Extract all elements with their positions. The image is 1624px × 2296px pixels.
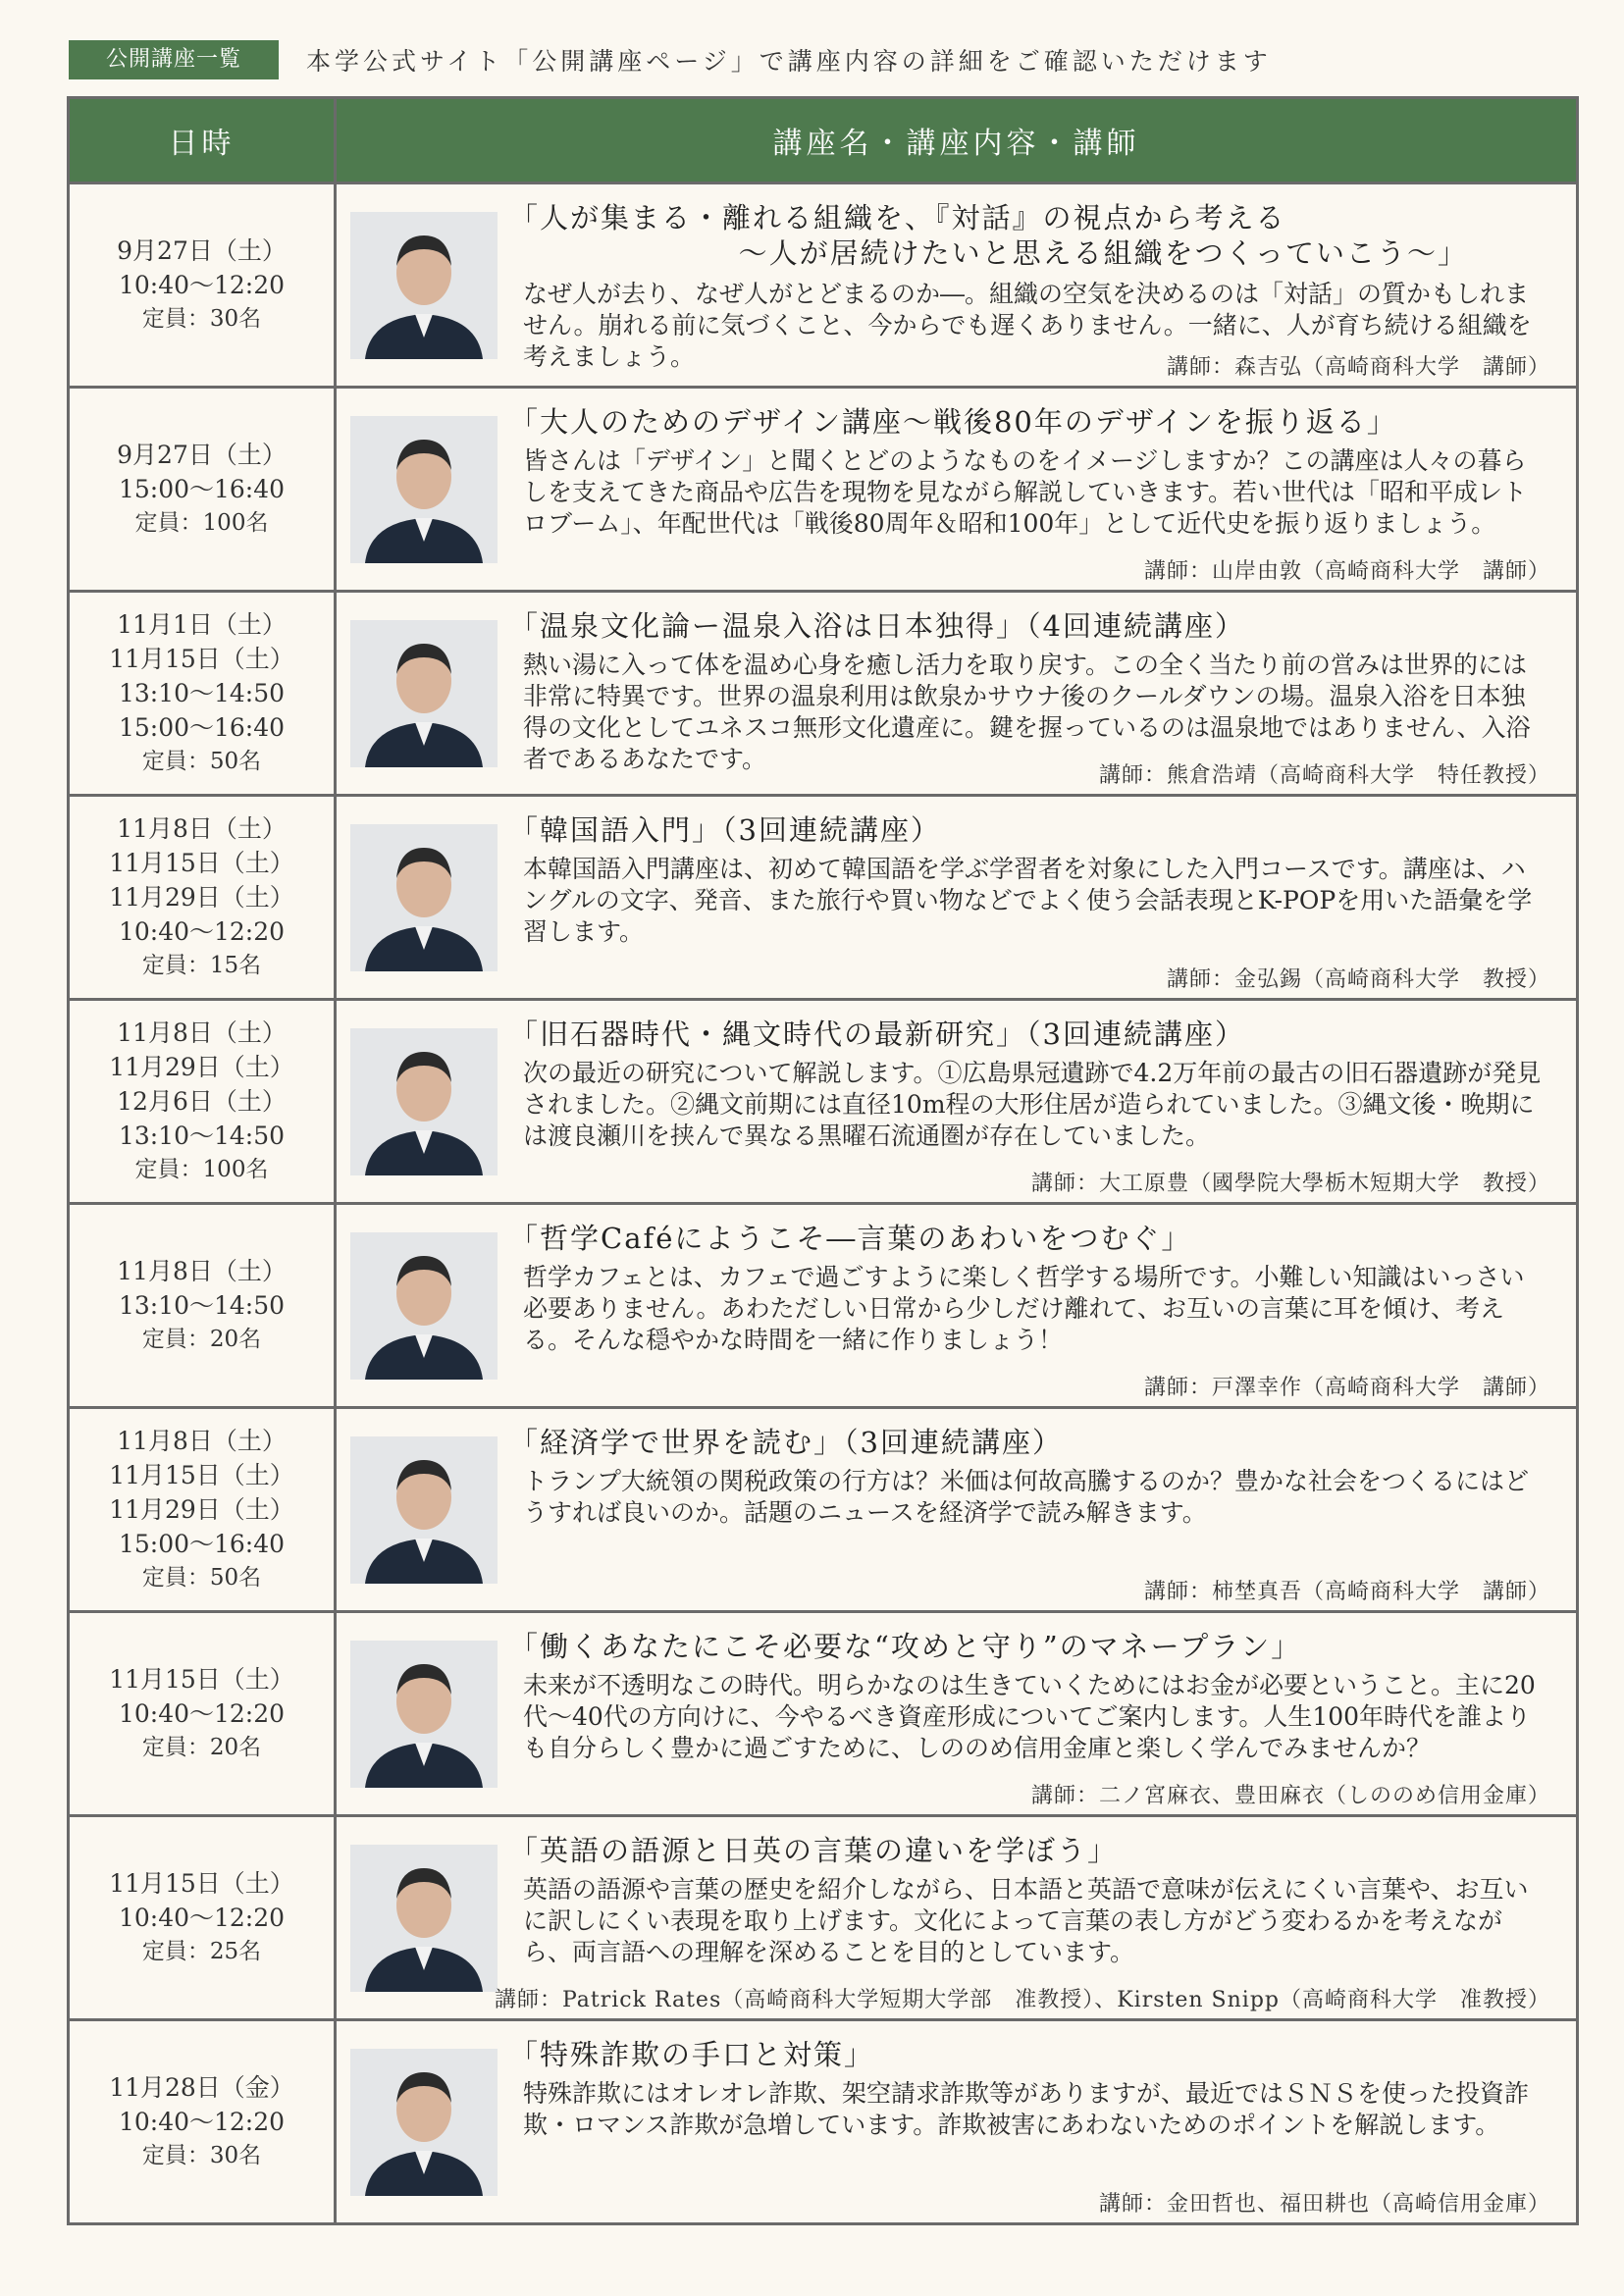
lecturer-name: 講師：山岸由敦（高崎商科大学 講師） — [1143, 558, 1550, 584]
person-icon — [350, 620, 498, 767]
course-cell — [336, 1204, 1578, 1408]
lecturer-name: 講師：金田哲也、福田耕也（高崎信用金庫） — [1098, 2191, 1550, 2217]
course-description: 哲学カフェとは、カフェで過ごすように楽しく哲学する場所です。小難しい知識はいっさい必要ありません。あわただしい日常から少しだけ離れて、お互いの言葉に耳を傾け、考える。そんな穏やかな時間を一緒に作りましょう！ — [523, 1262, 1525, 1354]
date-line: 10:40〜12:20 — [118, 917, 286, 946]
capacity: 定員：50名 — [141, 1565, 262, 1591]
lecture-rows — [69, 183, 1578, 2224]
course-title — [509, 1833, 1556, 1868]
course-cell — [336, 388, 1578, 592]
course-title-text: 「旧石器時代・縄文時代の最新研究」（3回連続講座） — [509, 1017, 1245, 1051]
lecturer-photo — [350, 824, 498, 971]
lecture-row — [69, 1612, 1578, 1816]
date-line: 13:10〜14:50 — [118, 679, 286, 707]
lecture-row — [69, 1816, 1578, 2020]
course-title — [509, 1221, 1556, 1256]
date-line: 13:10〜14:50 — [118, 1122, 286, 1150]
date-line: 11月15日（土） — [109, 849, 294, 877]
course-title-text: 「経済学で世界を読む」（3回連続講座） — [509, 1425, 1063, 1459]
capacity: 定員：30名 — [141, 2143, 262, 2168]
date-block — [70, 234, 334, 337]
column-header-date: 日時 — [69, 98, 336, 183]
lecture-row — [69, 388, 1578, 592]
course-title — [509, 1017, 1556, 1052]
course-cell — [336, 592, 1578, 796]
course-title-text: 「哲学Caféにようこそ―言葉のあわいをつむぐ」 — [509, 1221, 1192, 1255]
person-icon — [350, 1641, 498, 1788]
lecture-row — [69, 1204, 1578, 1408]
date-block — [70, 1662, 334, 1765]
date-cell — [69, 183, 336, 388]
lecturer-name: 講師：二ノ宮麻衣、豊田麻衣（しののめ信用金庫） — [1030, 1783, 1550, 1808]
course-title-text: 「英語の語源と日英の言葉の違いを学ぼう」 — [509, 1833, 1119, 1867]
date-line: 15:00〜16:40 — [118, 713, 286, 742]
course-description: トランプ大統領の関税政策の行方は？米価は何故高騰するのか？豊かな社会をつくるにはどうすれば良いのか。話題のニュースを経済学で読み解きます。 — [523, 1466, 1530, 1527]
date-cell — [69, 1000, 336, 1204]
course-description: 皆さんは「デザイン」と聞くとどのようなものをイメージしますか？この講座は人々の暮らしを支えてきた商品や広告を現物を見ながら解説していきます。若い世代は「昭和平成レトロブーム」、年配世代は「戦後80周年＆昭和100年」として近代史を振り返りましょう。 — [523, 445, 1528, 538]
date-cell — [69, 2020, 336, 2224]
date-block — [70, 811, 334, 983]
lecturer-name: 講師：大工原豊（國學院大學栃木短期大学 教授） — [1030, 1171, 1550, 1196]
course-description: 本韓国語入門講座は、初めて韓国語を学ぶ学習者を対象にした入門コースです。講座は、ハングルの文字、発音、また旅行や買い物などでよく使う会話表現とK-POPを用いた語彙を学習します。 — [523, 854, 1533, 946]
course-cell — [336, 1612, 1578, 1816]
date-line: 11月15日（土） — [109, 1665, 294, 1694]
course-title — [509, 812, 1556, 848]
lecturer-photo — [350, 1845, 498, 1992]
lecturer-photo — [350, 1641, 498, 1788]
date-block — [70, 2070, 334, 2173]
date-line: 11月29日（土） — [109, 1495, 294, 1524]
date-cell — [69, 388, 336, 592]
site-note: 本学公式サイト「公開講座ページ」で講座内容の詳細をご確認いただけます — [306, 47, 1272, 76]
course-description: 英語の語源や言葉の歴史を紹介しながら、日本語と英語で意味が伝えにくい言葉や、お互いに訳しにくい表現を取り上げます。文化によって言葉の表し方がどう変わるかを考えながら、両言語への理解を深めることを目的としています。 — [523, 1874, 1529, 1966]
date-cell — [69, 796, 336, 1000]
column-header-course: 講座名・講座内容・講師 — [336, 98, 1578, 183]
course-cell — [336, 2020, 1578, 2224]
person-icon — [350, 824, 498, 971]
capacity: 定員：15名 — [141, 953, 262, 978]
date-line: 15:00〜16:40 — [118, 1530, 286, 1558]
lecture-row — [69, 1000, 1578, 1204]
capacity: 定員：30名 — [141, 306, 262, 332]
date-line: 11月8日（土） — [117, 1427, 287, 1455]
date-cell — [69, 1816, 336, 2020]
lecturer-name: 講師：戸澤幸作（高崎商科大学 講師） — [1143, 1375, 1550, 1400]
capacity: 定員：25名 — [141, 1939, 262, 1964]
course-cell — [336, 1816, 1578, 2020]
date-line: 15:00〜16:40 — [118, 475, 286, 503]
lecturer-name: 講師：柿埜真吾（高崎商科大学 講師） — [1143, 1579, 1550, 1604]
date-line: 11月29日（土） — [109, 883, 294, 912]
course-title-text: 「大人のためのデザイン講座〜戦後80年のデザインを振り返る」 — [509, 404, 1397, 439]
person-icon — [350, 1232, 498, 1380]
course-title-text: 「働くあなたにこそ必要な“攻めと守り”のマネープラン」 — [509, 1629, 1302, 1663]
course-description: 未来が不透明なこの時代。明らかなのは生きていくためにはお金が必要ということ。主に20代〜40代の方向けに、今やるべき資産形成についてご案内します。人生100年時代を誰よりも自分らしく豊かに過ごすために、しののめ信用金庫と楽しく学んでみませんか？ — [523, 1670, 1536, 1762]
date-line: 11月28日（金） — [109, 2073, 294, 2102]
date-line: 11月15日（土） — [109, 645, 294, 673]
course-cell — [336, 183, 1578, 388]
course-subtitle: 〜人が居続けたいと思える組織をつくっていこう〜」 — [738, 235, 1468, 270]
person-icon — [350, 1436, 498, 1584]
lecturer-name: 講師：Patrick Rates（高崎商科大学短期大学部 准教授）、Kirsten Snipp（高崎商科大学 准教授） — [494, 1987, 1550, 2012]
lecturer-name: 講師：森吉弘（高崎商科大学 講師） — [1166, 354, 1550, 380]
date-line: 11月8日（土） — [117, 1018, 287, 1047]
person-icon — [350, 212, 498, 359]
course-title-text: 「特殊詐欺の手口と対策」 — [509, 2037, 875, 2071]
capacity: 定員：100名 — [134, 1157, 269, 1182]
course-title-text: 「人が集まる・離れる組織を、『対話』の視点から考える — [509, 200, 1286, 235]
lecture-table — [67, 96, 1579, 2225]
date-block — [70, 438, 334, 541]
date-line: 13:10〜14:50 — [118, 1291, 286, 1320]
course-title — [509, 2037, 1556, 2072]
capacity: 定員：50名 — [141, 749, 262, 774]
date-block — [70, 1254, 334, 1357]
person-icon — [350, 416, 498, 563]
course-cell — [336, 1000, 1578, 1204]
date-cell — [69, 1612, 336, 1816]
lecturer-photo — [350, 416, 498, 563]
person-icon — [350, 2049, 498, 2196]
date-line: 9月27日（土） — [117, 236, 287, 265]
lecturer-name: 講師：熊倉浩靖（高崎商科大学 特任教授） — [1098, 762, 1550, 788]
lecturer-photo — [350, 620, 498, 767]
lecturer-photo — [350, 1436, 498, 1584]
capacity: 定員：20名 — [141, 1735, 262, 1760]
course-title — [509, 608, 1556, 644]
course-title-text: 「韓国語入門」（3回連続講座） — [509, 812, 941, 847]
date-line: 11月1日（土） — [117, 610, 287, 639]
course-description: 熱い湯に入って体を温め心身を癒し活力を取り戻す。この全く当たり前の営みは世界的には非常に特異です。世界の温泉利用は飲泉かサウナ後のクールダウンの場。温泉入浴を日本独得の文化としてユネスコ無形文化遺産に。鍵を握っているのは温泉地ではありません、入浴者であるあなたです。 — [523, 650, 1531, 773]
date-block — [70, 1866, 334, 1969]
course-title — [509, 1425, 1556, 1460]
course-title — [509, 200, 1556, 271]
lecturer-photo — [350, 212, 498, 359]
course-title — [509, 1629, 1556, 1664]
header — [69, 37, 1272, 82]
date-line: 11月8日（土） — [117, 814, 287, 843]
date-line: 10:40〜12:20 — [118, 271, 286, 299]
course-description: 特殊詐欺にはオレオレ詐欺、架空請求詐欺等がありますが、最近ではＳＮＳを使った投資詐欺・ロマンス詐欺が急増しています。詐欺被害にあわないためのポイントを解説します。 — [523, 2078, 1530, 2139]
lecture-row — [69, 183, 1578, 388]
person-icon — [350, 1028, 498, 1175]
course-title-text: 「温泉文化論ー温泉入浴は日本独得」（4回連続講座） — [509, 608, 1245, 643]
date-line: 10:40〜12:20 — [118, 2108, 286, 2136]
date-line: 12月6日（土） — [117, 1087, 287, 1116]
date-line: 9月27日（土） — [117, 441, 287, 469]
date-line: 11月15日（土） — [109, 1869, 294, 1898]
lecturer-name: 講師：金弘錫（高崎商科大学 教授） — [1166, 966, 1550, 992]
capacity: 定員：20名 — [141, 1327, 262, 1352]
person-icon — [350, 1845, 498, 1992]
capacity: 定員：100名 — [134, 510, 269, 536]
lecturer-photo — [350, 2049, 498, 2196]
date-block — [70, 1016, 334, 1187]
date-cell — [69, 1204, 336, 1408]
course-title — [509, 404, 1556, 440]
date-line: 11月8日（土） — [117, 1257, 287, 1285]
course-description: 次の最近の研究について解説します。①広島県冠遺跡で4.2万年前の最古の旧石器遺跡が発見されました。②縄文前期には直径10m程の大形住居が造られていました。③縄文後・晩期には渡良瀬川を挟んで異なる黒曜石流通圏が存在していました。 — [523, 1058, 1542, 1150]
date-block — [70, 607, 334, 779]
date-line: 11月15日（土） — [109, 1461, 294, 1489]
date-cell — [69, 1408, 336, 1612]
lecture-row — [69, 796, 1578, 1000]
lecturer-photo — [350, 1232, 498, 1380]
date-line: 10:40〜12:20 — [118, 1904, 286, 1932]
section-tag: 公開講座一覧 — [69, 40, 279, 79]
lecture-row — [69, 1408, 1578, 1612]
course-cell — [336, 1408, 1578, 1612]
course-cell — [336, 796, 1578, 1000]
lecturer-photo — [350, 1028, 498, 1175]
date-line: 11月29日（土） — [109, 1053, 294, 1081]
lecture-row — [69, 2020, 1578, 2224]
date-cell — [69, 592, 336, 796]
course-description: なぜ人が去り、なぜ人がとどまるのか―。組織の空気を決めるのは「対話」の質かもしれません。崩れる前に気づくこと、今からでも遅くありません。一緒に、人が育ち続ける組織を考えましょう。 — [523, 279, 1532, 371]
date-line: 10:40〜12:20 — [118, 1699, 286, 1728]
lecture-row — [69, 592, 1578, 796]
date-block — [70, 1424, 334, 1595]
